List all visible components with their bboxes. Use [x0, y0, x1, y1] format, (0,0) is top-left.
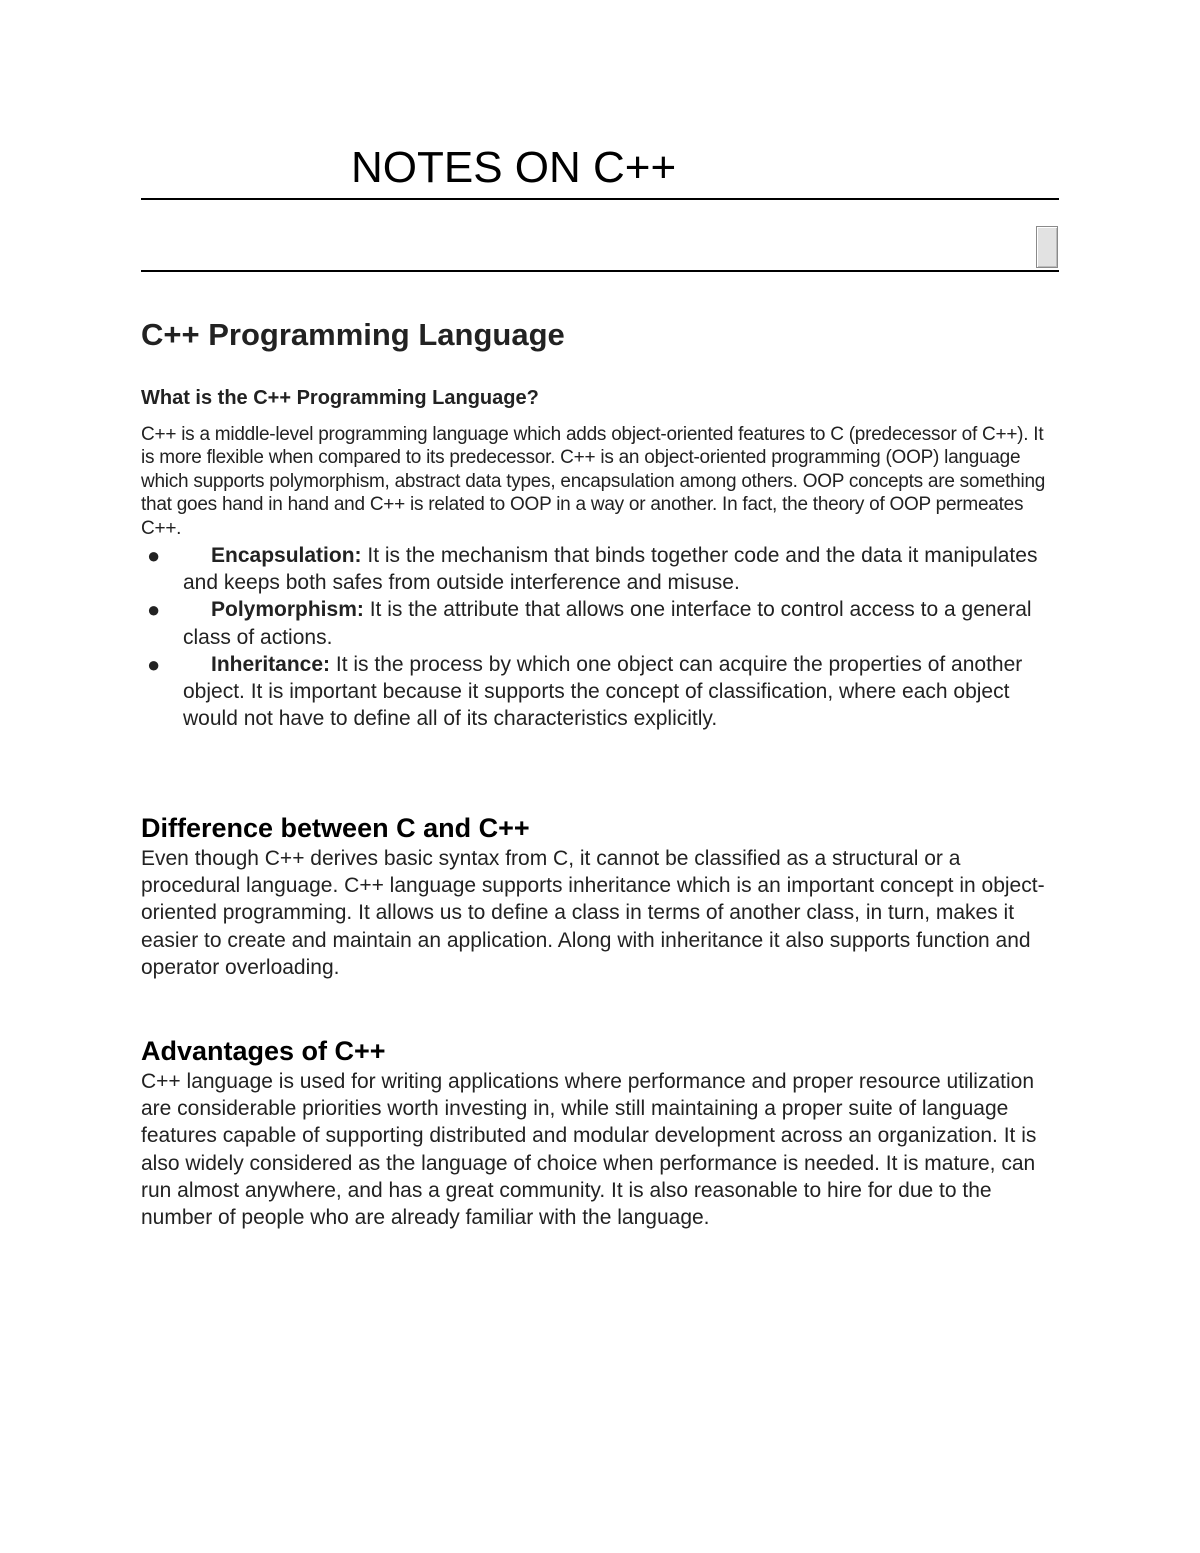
field-handle[interactable] [1036, 226, 1058, 268]
title-block [141, 138, 1059, 200]
list-item [141, 596, 1059, 650]
intro-paragraph: C++ is a middle-level programming language which adds object-oriented features to C (predecessor of C++). It is more flexible when compared to its predecessor. C++ is an object-oriented programming (OOP) language which supports polymorphism, abstract data types, encapsulation among others. OOP concepts are something that goes hand in hand and C++ is related to OOP in a way or another. In fact, the theory of OOP permeates C++. [141, 424, 1046, 539]
advantages-heading: Advantages of C++ [141, 1036, 386, 1066]
bullet-icon: ● [147, 543, 161, 568]
concept-term: Encapsulation: [211, 544, 362, 567]
list-item [141, 542, 1059, 596]
question-heading: What is the C++ Programming Language? [141, 387, 539, 409]
concept-text: It is the mechanism that binds together code and the data it manipulates and keeps both safes from outside interference and misuse. [183, 544, 1038, 595]
concept-term: Inheritance: [211, 652, 331, 676]
document-title: NOTES ON C++ [351, 143, 677, 192]
concept-text: It is the attribute that allows one interface to control access to a general class of actions. [183, 598, 1032, 649]
concept-term: Polymorphism: [211, 598, 364, 622]
difference-heading: Difference between C and C++ [141, 813, 530, 843]
concepts-list [141, 542, 1059, 732]
concept-text: It is the process by which one object can acquire the properties of another object. It is important because it supports the concept of classification, where each object would not have to define all of its characteristics explicitly. [183, 652, 1023, 731]
list-item [141, 651, 1059, 733]
bullet-icon: ● [147, 597, 161, 623]
advantages-paragraph: C++ language is used for writing applications where performance and proper resource utilization are considerable priorities worth investing in, while still maintaining a proper suite of language features capable of supporting distributed and modular development across an organization. It is also widely considered as the language of choice when performance is needed. It is mature, can run almost anywhere, and has a great community. It is also reasonable to hire for due to the number of people who are already familiar with the language. [141, 1070, 1037, 1230]
bullet-icon: ● [147, 651, 161, 677]
main-heading: C++ Programming Language [141, 317, 565, 352]
subtitle-field[interactable] [141, 224, 1059, 272]
difference-paragraph: Even though C++ derives basic syntax from C, it cannot be classified as a structural or a procedural language. C++ language supports inheritance which is an important concept in object-oriented programming. It allows us to define a class in terms of another class, in turn, makes it easier to create and maintain an application. Along with inheritance it also supports function and operator overloading. [141, 847, 1045, 979]
